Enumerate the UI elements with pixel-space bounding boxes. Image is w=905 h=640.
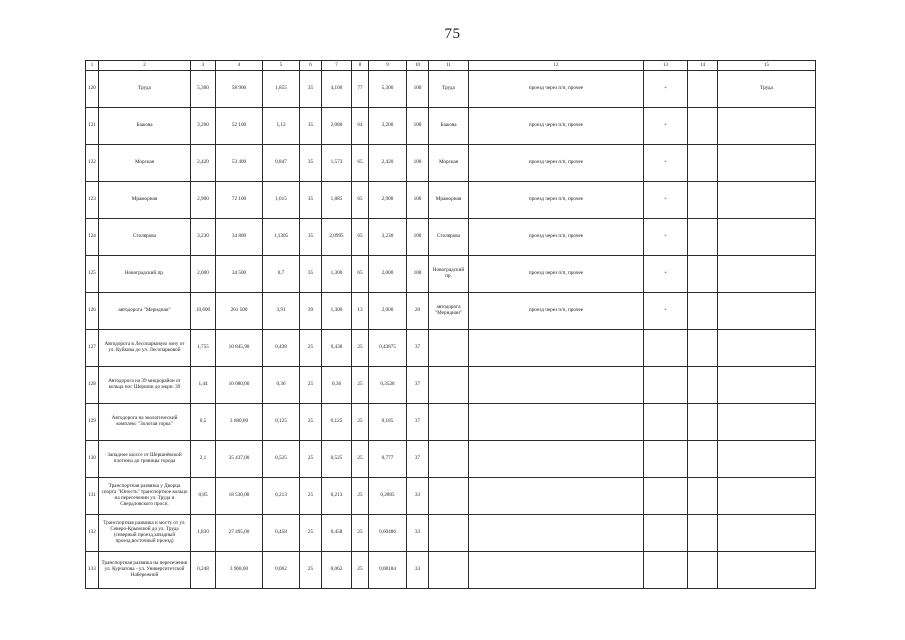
table-cell: 2,000 bbox=[369, 256, 407, 293]
table-cell: проезд через п/п, прочее bbox=[469, 108, 644, 145]
table-row bbox=[86, 293, 816, 330]
table-cell bbox=[429, 330, 469, 367]
table-cell: Труда bbox=[429, 71, 469, 108]
table-cell: 1,12 bbox=[263, 108, 300, 145]
column-header: 6 bbox=[300, 61, 322, 71]
table-cell: 25 bbox=[300, 367, 322, 404]
table-cell bbox=[429, 515, 469, 552]
table-cell bbox=[718, 293, 816, 330]
table-cell: 131 bbox=[86, 478, 99, 515]
table-row bbox=[86, 478, 816, 515]
table-cell: 1,44 bbox=[191, 367, 216, 404]
column-header: 8 bbox=[352, 61, 369, 71]
table-cell: 25 bbox=[300, 330, 322, 367]
table-cell: автодорога "Меридиан" bbox=[429, 293, 469, 330]
table-cell: 0,213 bbox=[322, 478, 352, 515]
table-cell bbox=[718, 145, 816, 182]
table-cell: Мраморная bbox=[429, 182, 469, 219]
table-cell: 0,185 bbox=[369, 404, 407, 441]
table-cell: 3 968,00 bbox=[216, 552, 263, 589]
table-row bbox=[86, 182, 816, 219]
table-cell: Столярова bbox=[429, 219, 469, 256]
road-name-cell: Автодорога на экологический комплекс "Золотая горка" bbox=[99, 404, 191, 441]
table-cell: 0,43875 bbox=[369, 330, 407, 367]
table-cell: 100 bbox=[407, 182, 429, 219]
table-row bbox=[86, 219, 816, 256]
column-header: 13 bbox=[644, 61, 688, 71]
table-cell: 25 bbox=[300, 441, 322, 478]
table-cell: 0,458 bbox=[322, 515, 352, 552]
table-cell: 125 bbox=[86, 256, 99, 293]
table-cell bbox=[718, 404, 816, 441]
table-cell bbox=[688, 219, 718, 256]
table-body bbox=[86, 71, 816, 589]
table-row bbox=[86, 108, 816, 145]
table-cell bbox=[688, 367, 718, 404]
table-cell: 34 500 bbox=[216, 256, 263, 293]
table-cell: 10 080,00 bbox=[216, 367, 263, 404]
column-header: 2 bbox=[99, 61, 191, 71]
table-cell: 33 bbox=[407, 552, 429, 589]
table-cell: 0,08184 bbox=[369, 552, 407, 589]
road-name-cell: Автодорога на 39 микрорайон от кольца пос Шершни до мкрн. 39 bbox=[99, 367, 191, 404]
road-name-cell: Бажова bbox=[99, 108, 191, 145]
table-cell: 0,438 bbox=[322, 330, 352, 367]
column-header: 11 bbox=[429, 61, 469, 71]
table-cell: 133 bbox=[86, 552, 99, 589]
table-cell: 0,458 bbox=[263, 515, 300, 552]
table-cell: проезд через п/п, прочее bbox=[469, 219, 644, 256]
table-cell: 4,100 bbox=[322, 71, 352, 108]
column-header: 5 bbox=[263, 61, 300, 71]
table-cell bbox=[718, 478, 816, 515]
table-cell bbox=[688, 404, 718, 441]
table-cell: 1,1305 bbox=[263, 219, 300, 256]
table-cell: 1,755 bbox=[191, 330, 216, 367]
table-cell: 126 bbox=[86, 293, 99, 330]
table-cell: 37 bbox=[407, 330, 429, 367]
table-cell bbox=[718, 108, 816, 145]
table-cell: 0,062 bbox=[263, 552, 300, 589]
table-cell: 5,300 bbox=[369, 71, 407, 108]
table-cell: 72 100 bbox=[216, 182, 263, 219]
table-cell: 37 bbox=[407, 367, 429, 404]
table-cell bbox=[429, 552, 469, 589]
table-row bbox=[86, 256, 816, 293]
table-cell: 2,1 bbox=[191, 441, 216, 478]
table-cell: 18 530,00 bbox=[216, 478, 263, 515]
table-cell: 100 bbox=[407, 71, 429, 108]
table-cell: Морская bbox=[429, 145, 469, 182]
table-cell: 65 bbox=[352, 256, 369, 293]
table-cell: 121 bbox=[86, 108, 99, 145]
table-header bbox=[86, 61, 816, 71]
page-number: 75 bbox=[444, 26, 461, 42]
table-cell bbox=[429, 404, 469, 441]
table-cell: + bbox=[644, 219, 688, 256]
road-name-cell: Морская bbox=[99, 145, 191, 182]
table-cell: 3 680,00 bbox=[216, 404, 263, 441]
table-cell: 1,855 bbox=[263, 71, 300, 108]
table-cell bbox=[688, 293, 718, 330]
table-cell: 65 bbox=[352, 145, 369, 182]
table-cell: 64 bbox=[352, 108, 369, 145]
table-cell bbox=[644, 367, 688, 404]
table-cell: 120 bbox=[86, 71, 99, 108]
table-cell bbox=[718, 367, 816, 404]
table-cell bbox=[718, 330, 816, 367]
table-cell: 129 bbox=[86, 404, 99, 441]
table-cell: 35 bbox=[300, 182, 322, 219]
table-cell: 0,2805 bbox=[369, 478, 407, 515]
table-cell: 122 bbox=[86, 145, 99, 182]
table-cell: + bbox=[644, 293, 688, 330]
column-header: 1 bbox=[86, 61, 99, 71]
column-header: 15 bbox=[718, 61, 816, 71]
table-cell: 0,062 bbox=[322, 552, 352, 589]
table-cell: 128 bbox=[86, 367, 99, 404]
table-cell bbox=[688, 552, 718, 589]
table-cell: 35 437,00 bbox=[216, 441, 263, 478]
table-cell bbox=[644, 515, 688, 552]
table-cell: Труда bbox=[718, 71, 816, 108]
table-cell: 25 bbox=[352, 367, 369, 404]
table-cell: 0,525 bbox=[322, 441, 352, 478]
column-header: 9 bbox=[369, 61, 407, 71]
table-cell: 1,573 bbox=[322, 145, 352, 182]
table-cell: 25 bbox=[300, 515, 322, 552]
table-cell bbox=[718, 552, 816, 589]
table-cell: 1,300 bbox=[322, 293, 352, 330]
table-cell: + bbox=[644, 108, 688, 145]
table-cell: 2,080 bbox=[322, 108, 352, 145]
table-cell: проезд через п/п, прочее bbox=[469, 145, 644, 182]
column-header: 7 bbox=[322, 61, 352, 71]
table-cell: 0,3528 bbox=[369, 367, 407, 404]
table-cell bbox=[429, 441, 469, 478]
table-cell: 2,900 bbox=[191, 182, 216, 219]
table-cell: 1,300 bbox=[322, 256, 352, 293]
table-cell bbox=[718, 441, 816, 478]
table-cell: 132 bbox=[86, 515, 99, 552]
table-cell: 13 bbox=[352, 293, 369, 330]
table-cell: + bbox=[644, 71, 688, 108]
table-cell: 77 bbox=[352, 71, 369, 108]
table-cell: 2,420 bbox=[369, 145, 407, 182]
table-cell: 10 845,90 bbox=[216, 330, 263, 367]
table-cell: 0,525 bbox=[263, 441, 300, 478]
table-cell: 100 bbox=[407, 108, 429, 145]
table-cell: 1,830 bbox=[191, 515, 216, 552]
road-name-cell: Транспортная развязка и мосту от ул. Северо-Крымской до ул. Труда (северный проезд,западный проезд,восточный проезд) bbox=[99, 515, 191, 552]
table-cell: 0,36 bbox=[263, 367, 300, 404]
table-cell bbox=[688, 441, 718, 478]
table-row bbox=[86, 145, 816, 182]
table-cell: 35 bbox=[300, 145, 322, 182]
table-cell: 2,900 bbox=[369, 182, 407, 219]
table-cell: 3,91 bbox=[263, 293, 300, 330]
table-cell: 25 bbox=[352, 404, 369, 441]
road-name-cell: Мраморная bbox=[99, 182, 191, 219]
table-cell: 37 bbox=[407, 441, 429, 478]
table-cell bbox=[469, 367, 644, 404]
table-cell: 25 bbox=[352, 330, 369, 367]
table-row bbox=[86, 404, 816, 441]
table-cell: 25 bbox=[352, 441, 369, 478]
table-cell: 65 bbox=[352, 219, 369, 256]
table-cell: 3,230 bbox=[191, 219, 216, 256]
table-cell bbox=[469, 330, 644, 367]
table-cell: 25 bbox=[300, 478, 322, 515]
table-cell: 25 bbox=[352, 552, 369, 589]
table-cell: 1,015 bbox=[263, 182, 300, 219]
table-cell: проезд через п/п, прочее bbox=[469, 71, 644, 108]
road-name-cell: Труда bbox=[99, 71, 191, 108]
table-cell: 0,213 bbox=[263, 478, 300, 515]
column-header: 14 bbox=[688, 61, 718, 71]
table-cell: Бажова bbox=[429, 108, 469, 145]
table-cell: 0,5 bbox=[191, 404, 216, 441]
road-name-cell: Автодорога в Лесопарковую зону от ул. Куйкова до ул. Лесопарковой bbox=[99, 330, 191, 367]
table-cell bbox=[688, 478, 718, 515]
table-cell bbox=[718, 219, 816, 256]
table-cell: Новоградский пр. bbox=[429, 256, 469, 293]
table-cell: 33 bbox=[407, 478, 429, 515]
table-cell: 0,438 bbox=[263, 330, 300, 367]
table-cell bbox=[688, 256, 718, 293]
table-cell: + bbox=[644, 182, 688, 219]
table-cell: 100 bbox=[407, 145, 429, 182]
table-cell: 27 495,00 bbox=[216, 515, 263, 552]
table-row bbox=[86, 330, 816, 367]
table-cell: 2,0995 bbox=[322, 219, 352, 256]
table-cell bbox=[644, 330, 688, 367]
table-row bbox=[86, 441, 816, 478]
table-cell bbox=[644, 478, 688, 515]
table-cell: 35 bbox=[300, 108, 322, 145]
table-cell: 53 400 bbox=[216, 145, 263, 182]
table-cell bbox=[469, 552, 644, 589]
table-cell bbox=[469, 478, 644, 515]
table-cell: 0,125 bbox=[263, 404, 300, 441]
table-cell: 25 bbox=[352, 478, 369, 515]
road-name-cell: Столярова bbox=[99, 219, 191, 256]
table-cell: 52 100 bbox=[216, 108, 263, 145]
table-row bbox=[86, 515, 816, 552]
table-cell: 0,777 bbox=[369, 441, 407, 478]
table-cell: 5,300 bbox=[191, 71, 216, 108]
table-cell: проезд через п/п, прочее bbox=[469, 293, 644, 330]
table-cell: 3,200 bbox=[191, 108, 216, 145]
table-cell bbox=[688, 71, 718, 108]
table-cell: 2,000 bbox=[191, 256, 216, 293]
table-cell: 20 bbox=[407, 293, 429, 330]
table-cell bbox=[469, 441, 644, 478]
table-cell: 0,125 bbox=[322, 404, 352, 441]
column-header: 4 bbox=[216, 61, 263, 71]
data-table bbox=[85, 60, 816, 589]
table-cell: 58 900 bbox=[216, 71, 263, 108]
table-cell bbox=[429, 367, 469, 404]
table-cell: проезд через п/п, прочее bbox=[469, 182, 644, 219]
table-cell: 124 bbox=[86, 219, 99, 256]
table-cell: 37 bbox=[407, 404, 429, 441]
table-cell: 0,847 bbox=[263, 145, 300, 182]
column-header: 10 bbox=[407, 61, 429, 71]
table-cell: 3,230 bbox=[369, 219, 407, 256]
table-cell: 100 bbox=[407, 219, 429, 256]
table-cell: 0,36 bbox=[322, 367, 352, 404]
table-cell: 2,420 bbox=[191, 145, 216, 182]
road-name-cell: Транспортная развязка на пересечении ул. Курчатова - ул. Университетской Набережной bbox=[99, 552, 191, 589]
table-cell: 2,000 bbox=[369, 293, 407, 330]
road-name-cell: автодорога "Меридиан" bbox=[99, 293, 191, 330]
table-cell: 201 500 bbox=[216, 293, 263, 330]
table-cell: 33 bbox=[407, 515, 429, 552]
table-cell: 10,600 bbox=[191, 293, 216, 330]
table-cell: проезд через п/п, прочее bbox=[469, 256, 644, 293]
table-cell bbox=[718, 515, 816, 552]
table-cell: 35 bbox=[300, 219, 322, 256]
column-header: 3 bbox=[191, 61, 216, 71]
table-cell bbox=[644, 441, 688, 478]
road-name-cell: Транспортная развязка у Дворца спорта "Юность" транспортное кольцо на пересечении ул. Труда и Свердловского просп. bbox=[99, 478, 191, 515]
header-row bbox=[86, 61, 816, 71]
table-cell bbox=[469, 515, 644, 552]
road-name-cell: Новоградский пр. bbox=[99, 256, 191, 293]
table-cell: 130 bbox=[86, 441, 99, 478]
table-row bbox=[86, 367, 816, 404]
table-cell: 123 bbox=[86, 182, 99, 219]
table-cell bbox=[469, 404, 644, 441]
table-cell: 0,248 bbox=[191, 552, 216, 589]
table-row bbox=[86, 71, 816, 108]
table-cell bbox=[718, 182, 816, 219]
table-cell bbox=[429, 478, 469, 515]
column-header: 12 bbox=[469, 61, 644, 71]
table-cell: 35 bbox=[300, 71, 322, 108]
table-cell: 25 bbox=[352, 515, 369, 552]
table-cell bbox=[688, 182, 718, 219]
table-cell: 39 bbox=[300, 293, 322, 330]
table-cell: 25 bbox=[300, 552, 322, 589]
table-cell bbox=[644, 552, 688, 589]
table-cell bbox=[688, 108, 718, 145]
table-cell: 100 bbox=[407, 256, 429, 293]
table-cell: 1,885 bbox=[322, 182, 352, 219]
table-cell: 0,7 bbox=[263, 256, 300, 293]
table-cell: 65 bbox=[352, 182, 369, 219]
table-cell bbox=[688, 145, 718, 182]
table-cell: + bbox=[644, 145, 688, 182]
table-cell bbox=[644, 404, 688, 441]
table-cell: 34 800 bbox=[216, 219, 263, 256]
table-cell bbox=[718, 256, 816, 293]
table-cell: 127 bbox=[86, 330, 99, 367]
table-row bbox=[86, 552, 816, 589]
table-cell: 0,60486 bbox=[369, 515, 407, 552]
table-cell: + bbox=[644, 256, 688, 293]
table-cell: 35 bbox=[300, 256, 322, 293]
table-cell: 0,85 bbox=[191, 478, 216, 515]
table-cell bbox=[688, 330, 718, 367]
table-cell: 25 bbox=[300, 404, 322, 441]
table-cell: 3,200 bbox=[369, 108, 407, 145]
road-name-cell: Западное шоссе от Шершнёвской плотины до границы города bbox=[99, 441, 191, 478]
table-cell bbox=[688, 515, 718, 552]
